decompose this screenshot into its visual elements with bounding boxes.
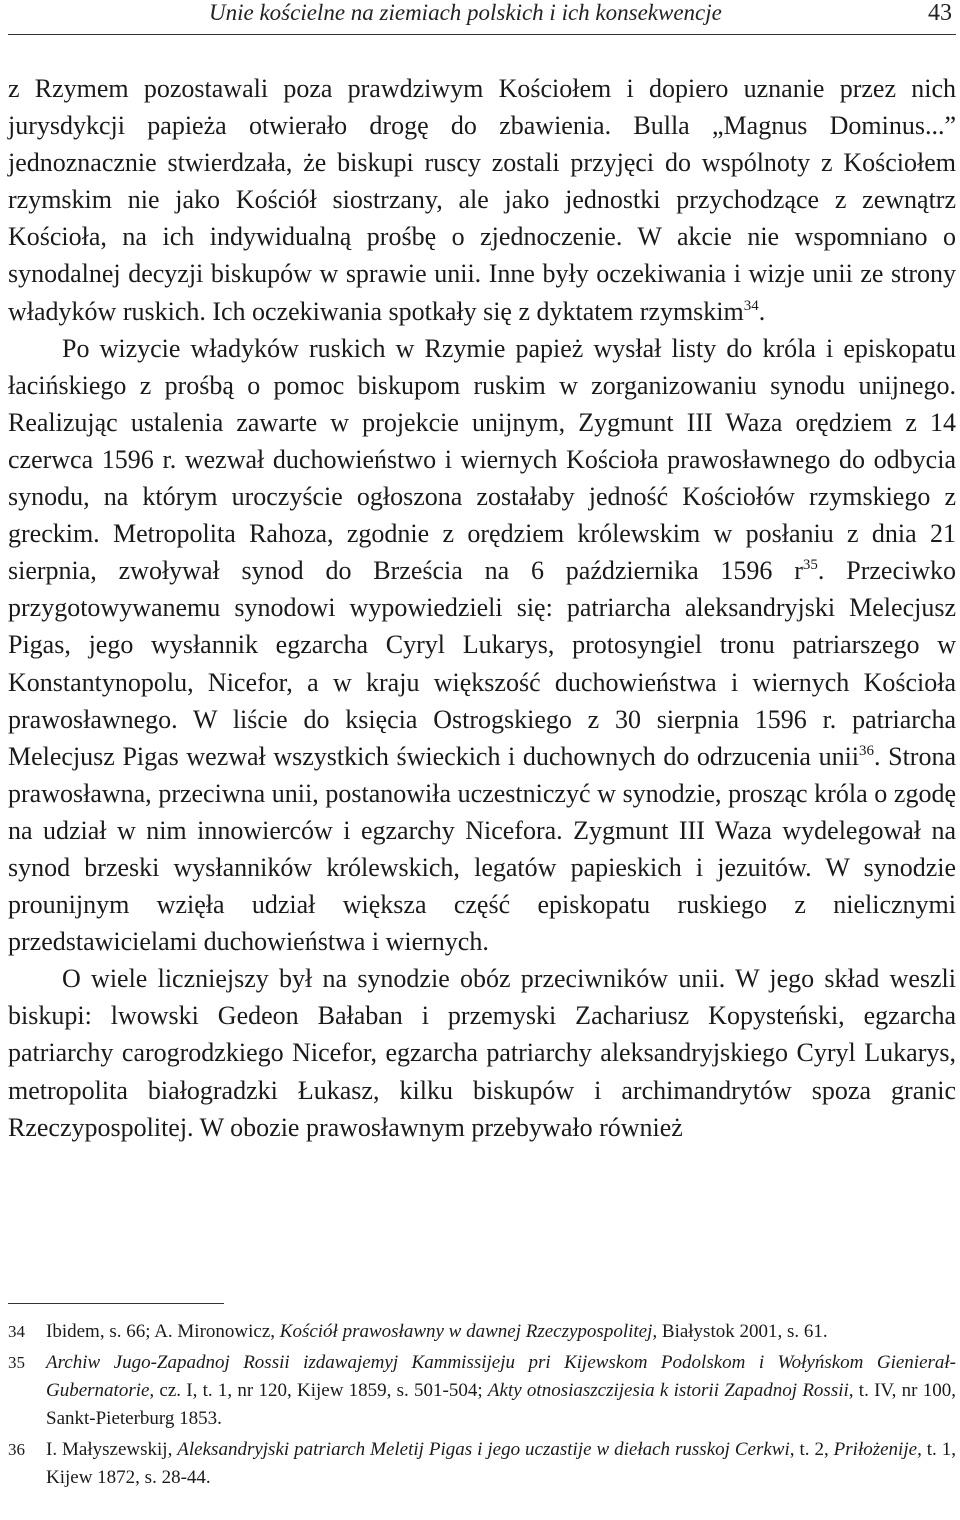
footnote-text bbox=[46, 1349, 956, 1433]
page-number: 43 bbox=[928, 0, 952, 26]
paragraph-text: . Strona prawosławna, przeciwna unii, postanowiła uczestniczyć w synodzie, prosząc króla o zgodę na udział w nim innowierców i egzarchy Nicefora. Zygmunt III Waza wydelegował na synod brzeski wysłanników królewskich, legatów papieskich i jezuitów. W synodzie prounijnym wzięła udział większa część episkopatu ruskiego z nielicznymi przedstawicielami duchowieństwa i wiernych. bbox=[8, 741, 956, 957]
main-text bbox=[8, 70, 956, 1146]
paragraph-text: . Przeciwko przygotowywanemu synodowi wypowiedzieli się: patriarcha aleksandryjski Melecjusz Pigas, jego wysłannik egzarcha Cyryl Lukarys, protosyngiel tronu patriarszego w Konstantynopolu, Nicefor, a w kraju większość duchowieństwa i wiernych Kościoła prawosławnego. W liście do księcia Ostrogskiego z 30 sierpnia 1596 r. patriarcha Melecjusz Pigas wezwał wszystkich świeckich i duchownych do odrzucenia unii bbox=[8, 556, 956, 771]
footnote-part: I. Małyszewskij, bbox=[46, 1439, 178, 1460]
footnote-rule bbox=[8, 1303, 224, 1304]
footnotes bbox=[8, 1318, 956, 1495]
footnote-number: 34 bbox=[8, 1322, 25, 1341]
footnote-text bbox=[46, 1318, 956, 1346]
footnote-part: Ibidem, s. 66; A. Mironowicz, bbox=[46, 1321, 280, 1342]
footnote-title: Aleksandryjski patriarch Meletij Pigas i jego uczastije w diełach russkoj Cerkwi bbox=[177, 1439, 790, 1460]
paragraph-text: . bbox=[758, 296, 766, 326]
footnote-ref-34[interactable]: 34 bbox=[743, 297, 759, 314]
paragraph-text: O wiele liczniejszy był na synodzie obóz przeciwników unii. W jego skład weszli biskupi: lwowski Gedeon Bałaban i przemyski Zachariusz Kopysteński, egzarcha patriarchy carogrodzkiego Nicefor, egzarcha patriarchy aleksandryjskiego Cyryl Lukarys, metropolita białogradzki Łukasz, kilku biskupów i archimandrytów spoza granic Rzeczypospolitej. W obozie prawosławnym przebywało również bbox=[8, 964, 956, 1142]
footnote-part: , t. 1, Kijew 1872, s. 28-44. bbox=[46, 1439, 957, 1488]
paragraph-text: Po wizycie władyków ruskich w Rzymie papież wysłał listy do króla i episkopatu łacińskiego z prośbą o pomoc biskupom ruskim w zorganizowaniu synodu unijnego. Realizując ustalenia zawarte w projekcie unijnym, Zygmunt III Waza orędziem z 14 czerwca 1596 r. wezwał duchowieństwo i wiernych Kościoła prawosławnego do odbycia synodu, na którym uroczyście ogłoszona zostałaby jedność Kościołów rzymskiego z greckim. Metropolita Rahoza, zgodnie z orędziem królewskim w posłaniu z dnia 21 sierpnia, zwoływał synod do Brześcia na 6 października 1596 r bbox=[8, 333, 956, 586]
paragraph-3 bbox=[8, 960, 956, 1145]
footnote-number: 36 bbox=[8, 1440, 25, 1459]
footnote-title: Kościół prawosławny w dawnej Rzeczypospolitej, bbox=[279, 1321, 658, 1342]
header-rule bbox=[8, 34, 956, 35]
footnote-part: , t. 2, bbox=[789, 1439, 834, 1460]
footnote-title: Akty otnosiaszczijesia k istorii Zapadnoj Rossii, bbox=[487, 1380, 854, 1401]
paragraph-text: z Rzymem pozostawali poza prawdziwym Kościołem i dopiero uznanie przez nich jurysdykcji papieża otwierało drogę do zbawienia. Bulla „Magnus Dominus...” jednoznacznie stwierdzała, że biskupi ruscy zostali przyjęci do wspólnoty z Kościołem rzymskim nie jako Kościół siostrzany, ale jako jednostki przychodzące z zewnątrz Kościoła, na ich indywidualną prośbę o zjednoczenie. W akcie nie wspomniano o synodalnej decyzji biskupów w sprawie unii. Inne były oczekiwania i wizje unii ze strony władyków ruskich. Ich oczekiwania spotkały się z dyktatem rzymskim bbox=[8, 74, 956, 326]
footnote-ref-35[interactable]: 35 bbox=[802, 557, 818, 574]
footnote-34 bbox=[8, 1318, 956, 1346]
footnote-part: t. IV, nr 100, Sankt-Pieterburg 1853. bbox=[46, 1380, 956, 1429]
paragraph-1 bbox=[8, 70, 956, 330]
footnote-ref-36[interactable]: 36 bbox=[859, 742, 875, 759]
footnote-title: Priłożenije bbox=[833, 1439, 918, 1460]
running-head-title: Unie kościelne na ziemiach polskich i ich konsekwencje bbox=[209, 0, 722, 25]
footnote-title: Archiw Jugo-Zapadnoj Rossii izdawajemyj Kammissijeju pri Kijewskom Podolskom i Wołyńskom Gienierał-Gubernatorie, bbox=[46, 1352, 956, 1401]
running-header bbox=[0, 0, 960, 36]
paragraph-2 bbox=[8, 330, 956, 961]
footnote-part: Białystok 2001, s. 61. bbox=[657, 1321, 828, 1342]
footnote-part: cz. I, t. 1, nr 120, Kijew 1859, s. 501-504; bbox=[154, 1380, 488, 1401]
footnote-text bbox=[46, 1436, 956, 1492]
footnote-number: 35 bbox=[8, 1353, 25, 1372]
footnote-36 bbox=[8, 1436, 956, 1492]
footnote-35 bbox=[8, 1349, 956, 1433]
